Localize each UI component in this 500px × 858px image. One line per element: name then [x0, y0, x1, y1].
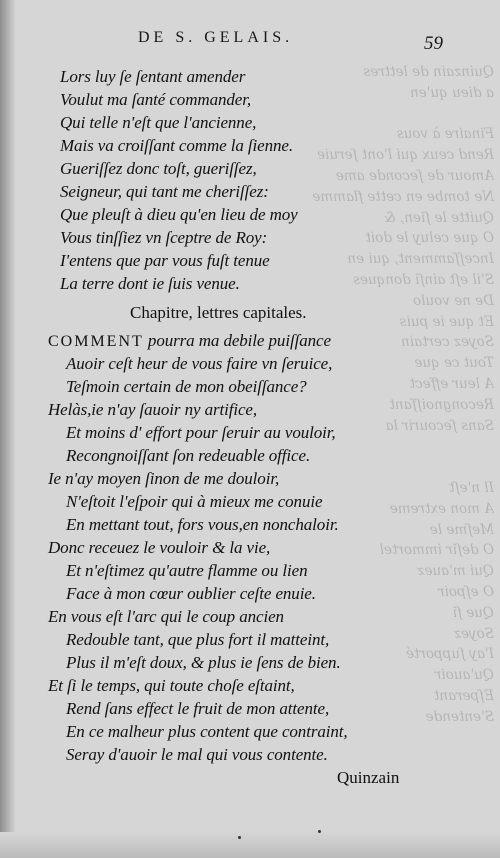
verse-line: Auoir ceſt heur de vous faire vn ſeruice,: [66, 354, 333, 373]
show-through-line: De ne voulo: [413, 292, 494, 309]
show-through-line: Finaire à vous: [396, 126, 494, 143]
opening-word: COMMENT: [48, 333, 144, 350]
show-through-line: Tout ce que: [414, 355, 494, 372]
running-head: DE S. GELAIS.: [138, 29, 294, 46]
show-through-line: Quitte le ſien, &: [383, 209, 494, 226]
show-through-line: Qu'auoir: [434, 667, 494, 684]
verse-line: Et ſi le temps, qui toute choſe eſtaint,: [48, 676, 295, 695]
verse-line: Qui telle n'eſt que l'ancienne,: [60, 113, 257, 132]
show-through-line: O eſpoir: [438, 583, 494, 600]
show-through-line: I'ay ſupporté: [406, 646, 494, 663]
catchword: Quinzain: [337, 768, 400, 787]
paper-speck: [318, 830, 321, 833]
verse-line: Ie n'ay moyen ſinon de me douloir,: [48, 469, 280, 488]
page-bottom-edge: [0, 832, 500, 858]
verse-line: Helàs,ie n'ay ſauoir ny artifice,: [48, 400, 258, 419]
show-through-line: Sans ſecourir la: [385, 417, 494, 434]
verse-line: En ce malheur plus content que contraint,: [66, 722, 348, 741]
verse-line: Seray d'auoir le mal qui vous contente.: [66, 745, 328, 764]
verse-line: Redouble tant, que plus fort il matteint,: [66, 630, 330, 649]
show-through-line: A mon extreme: [389, 500, 494, 517]
show-through-line: Recongnoiſſant: [389, 396, 494, 413]
verse-line: I'entens que par vous fuſt tenue: [60, 251, 270, 270]
verse-line: En vous eſt l'arc qui le coup ancien: [48, 607, 284, 626]
show-through-line: S'il eſt ainſi donques: [353, 271, 494, 288]
verse-line: Face à mon cœur oublier ceſte enuie.: [66, 584, 316, 603]
verse-line-rest: pourra ma debile puiſſance: [143, 331, 331, 350]
verse-line-first: [48, 331, 331, 351]
show-through-line: Et que ie puis: [399, 313, 494, 330]
show-through-line: Eſperant: [433, 687, 494, 704]
verse-line: Que pleuſt à dieu qu'en lieu de moy: [60, 205, 298, 224]
show-through-line: Quinzain de lettres: [363, 64, 494, 80]
verse-line: Seigneur, qui tant me cheriſſez:: [60, 182, 269, 201]
verse-line: Rend ſans effect le fruit de mon attente,: [66, 699, 330, 718]
show-through-line: Amour de ſeconde ame: [335, 167, 494, 184]
verse-line: N'eſtoit l'eſpoir qui à mieux me conuie: [66, 492, 323, 511]
verse-line: Et n'eſtimez qu'autre flamme ou lien: [66, 561, 308, 580]
verse-line: Plus il m'eſt doux, & plus ie ſens de bien.: [66, 653, 341, 672]
show-through-line: Soyez certain: [401, 334, 494, 351]
verse-line: Gueriſſez donc toſt, gueriſſez,: [60, 159, 257, 178]
verse-line: Voulut ma ſanté commander,: [60, 90, 251, 109]
show-through-line: Soyez: [453, 625, 494, 642]
verse-line: En mettant tout, fors vous,en nonchaloir.: [66, 515, 339, 534]
verse-line: Vous tinſſiez vn ſceptre de Roy:: [60, 228, 268, 247]
chapter-heading: Chapitre, lettres capitales.: [130, 303, 307, 322]
verse-line: La terre dont ie ſuis venue.: [60, 274, 240, 293]
show-through-line: O deſir immortel: [379, 542, 494, 559]
show-through-line: S'entende: [425, 708, 494, 725]
show-through-line: O que celuy le doit: [365, 230, 494, 247]
show-through-line: Ne tombe en cette flamme: [312, 188, 494, 205]
show-through-line: Il n'eſt: [449, 479, 494, 496]
verse-line: Recongnoiſſant ſon redeuable office.: [66, 446, 311, 465]
verse-line: Lors luy ſe ſentant amender: [60, 67, 246, 86]
show-through-line: Que ſi: [452, 604, 494, 621]
verse-line: Et moins d' effort pour ſeruir au vouloir,: [66, 423, 336, 442]
page-number: 59: [424, 33, 443, 54]
show-through-line: Meſme le: [429, 521, 494, 538]
verse-line: Mais va croiſſant comme la ſienne.: [60, 136, 293, 155]
show-through-line: Inceſſamment, qui en: [347, 251, 494, 268]
show-through-line: A leur effect: [409, 375, 494, 392]
verse-line: Teſmoin certain de mon obeiſſance?: [66, 377, 307, 396]
show-through-line: a dieu qu'en: [409, 84, 494, 101]
paper-speck: [238, 836, 241, 839]
show-through-line: Qui m'auez: [417, 563, 494, 580]
verse-line: Donc receuez le vouloir & la vie,: [48, 538, 271, 557]
show-through-line: Rend ceux qui l'ont ſeruie: [317, 147, 494, 164]
page-gutter-shadow: [0, 0, 16, 858]
show-through-line: [222, 104, 494, 125]
